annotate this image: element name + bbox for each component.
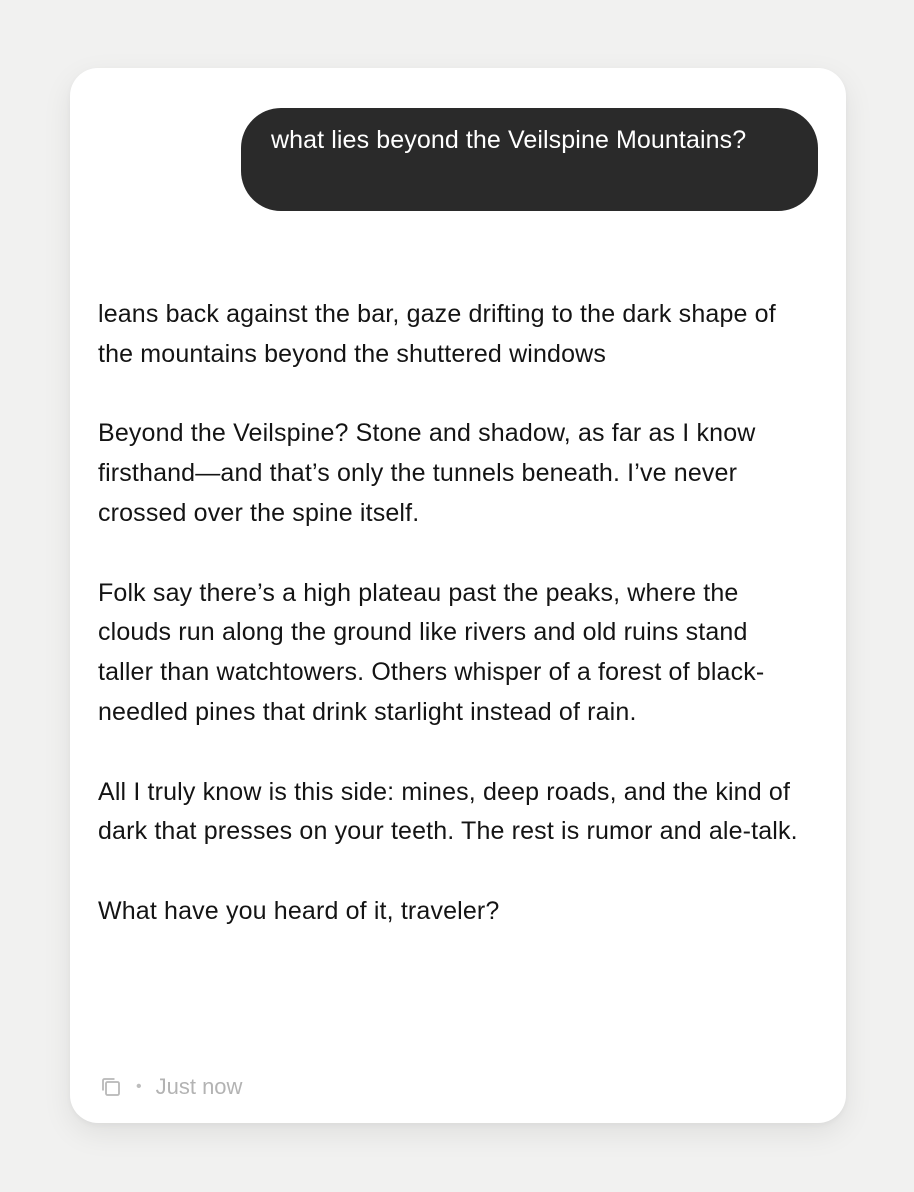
message-meta (98, 1072, 242, 1102)
assistant-reply (98, 295, 808, 932)
assistant-paragraph: Beyond the Veilspine? Stone and shadow, as far as I know firsthand—and that’s only the tunnels beneath. I’ve never crossed over the spine itself. (98, 419, 756, 527)
assistant-paragraph: Folk say there’s a high plateau past the peaks, where the clouds run along the ground like rivers and old ruins stand taller than watchtowers. Others whisper of a forest of black-needled pines that drink starlight instead of rain. (98, 578, 765, 726)
meta-separator: • (136, 1078, 142, 1095)
user-message-bubble (241, 108, 818, 211)
copy-icon[interactable] (98, 1074, 124, 1100)
assistant-paragraph: What have you heard of it, traveler? (98, 896, 500, 925)
assistant-paragraph: All I truly know is this side: mines, deep roads, and the kind of dark that presses on your teeth. The rest is rumor and ale-talk. (98, 777, 798, 846)
chat-card (70, 68, 846, 1123)
user-message-text: what lies beyond the Veilspine Mountains? (271, 126, 747, 154)
message-timestamp: Just now (155, 1074, 243, 1099)
assistant-paragraph: leans back against the bar, gaze drifting to the dark shape of the mountains beyond the shuttered windows (98, 300, 776, 368)
